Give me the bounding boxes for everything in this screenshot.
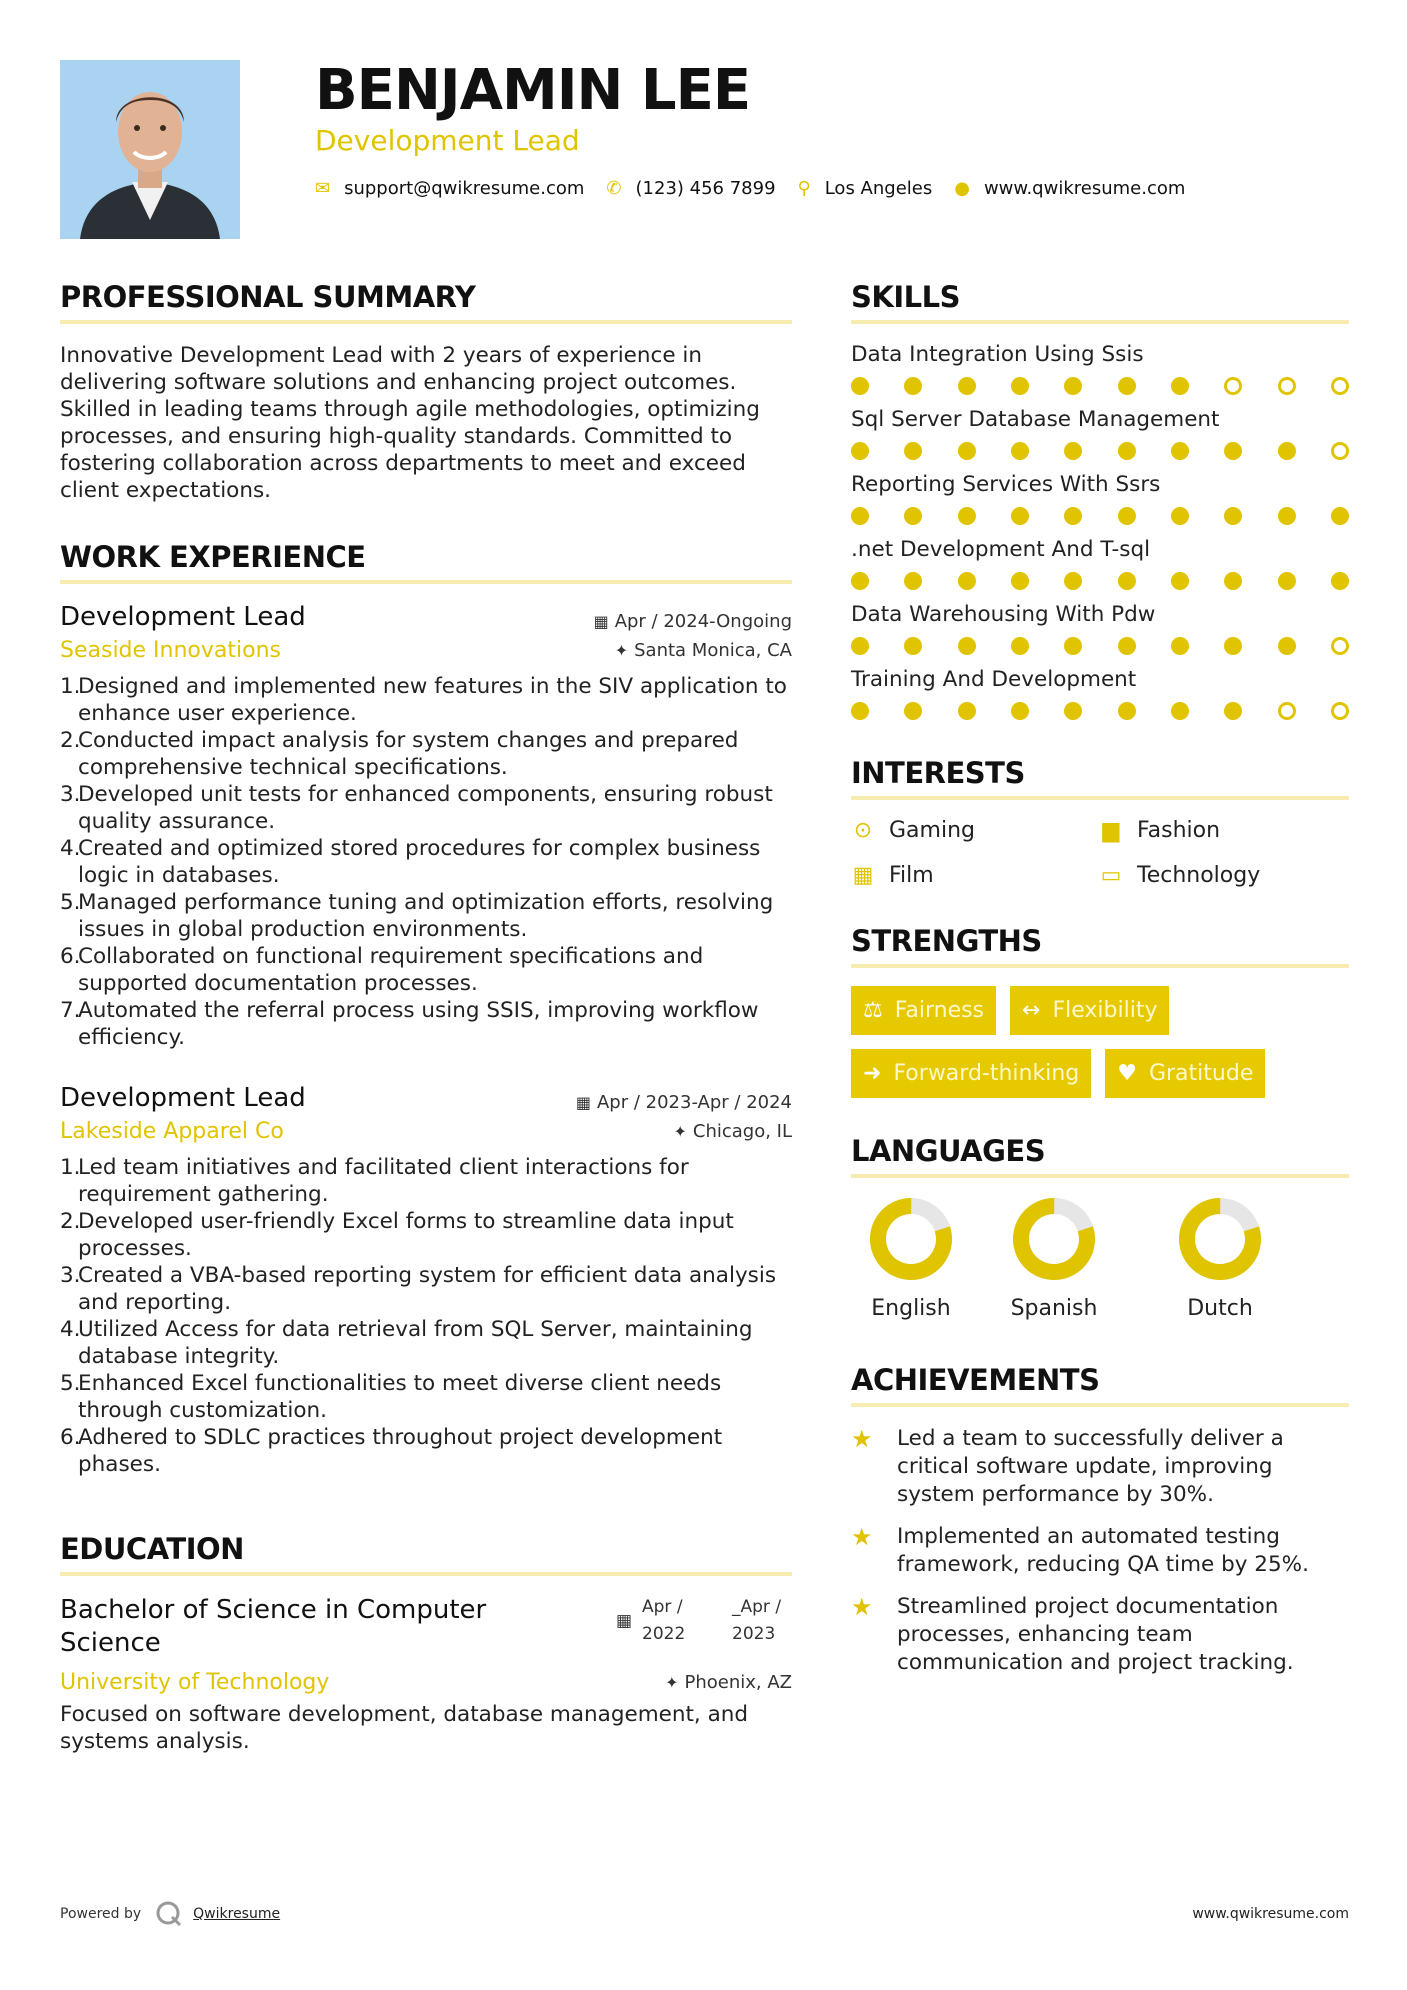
rating-dot-filled xyxy=(1011,637,1029,655)
rating-dot-filled xyxy=(1011,507,1029,525)
contact-bar xyxy=(315,178,1207,199)
skill-rating xyxy=(851,637,1349,655)
rating-dot-filled xyxy=(1064,377,1082,395)
achievement-item xyxy=(851,1523,1349,1579)
skill-name: Reporting Services With Ssrs xyxy=(851,472,1161,497)
bullet-text: Developed unit tests for enhanced components, ensuring robust quality assurance. xyxy=(78,782,773,834)
rating-dot-filled xyxy=(851,702,869,720)
skill-name: Training And Development xyxy=(851,667,1137,692)
education-dates xyxy=(616,1594,792,1648)
email-text: support@qwikresume.com xyxy=(344,178,585,199)
achievements-list xyxy=(851,1425,1349,1677)
skill-rating xyxy=(851,377,1349,395)
arrow-right-icon: ➜ xyxy=(863,1061,882,1086)
list-item: 1. Led team initiatives and facilitated client interactions for requirement gathering. xyxy=(60,1154,792,1208)
pin-icon: ✦ xyxy=(665,1673,679,1692)
language-donut xyxy=(868,1196,954,1282)
phone-text: (123) 456 7899 xyxy=(635,178,776,199)
rating-dot-filled xyxy=(904,637,922,655)
star-icon: ★ xyxy=(851,1593,873,1621)
experience-heading: WORK EXPERIENCE xyxy=(60,540,792,584)
strength-label: Gratitude xyxy=(1148,1061,1254,1086)
language-item xyxy=(851,1196,971,1321)
rating-dot-filled xyxy=(1064,507,1082,525)
left-column xyxy=(60,280,792,1755)
achievement-item xyxy=(851,1425,1349,1509)
skill-item xyxy=(851,537,1349,590)
calendar-icon: ▦ xyxy=(575,1093,591,1112)
interest-item xyxy=(851,863,1099,888)
skills-heading: SKILLS xyxy=(851,280,1349,324)
strengths-heading: STRENGTHS xyxy=(851,924,1349,968)
rating-dot-filled xyxy=(1011,377,1029,395)
skills-list xyxy=(851,342,1349,720)
languages-list xyxy=(851,1196,1349,1321)
list-item: 3. Created a VBA-based reporting system for efficient data analysis and reporting. xyxy=(60,1262,792,1316)
rating-dot-filled xyxy=(958,377,976,395)
interest-item xyxy=(851,818,1099,843)
school-name: University of Technology xyxy=(60,1670,330,1695)
languages-heading: LANGUAGES xyxy=(851,1134,1349,1178)
pin-icon: ✦ xyxy=(614,641,629,660)
skill-name: Data Warehousing With Pdw xyxy=(851,602,1156,627)
rating-dot-filled xyxy=(904,442,922,460)
rating-dot-filled xyxy=(1118,702,1136,720)
list-item: 7. Automated the referral process using SSIS, improving workflow efficiency. xyxy=(60,997,792,1051)
rating-dot-filled xyxy=(1171,442,1189,460)
skill-item xyxy=(851,667,1349,720)
bullet-text: Automated the referral process using SSIS, improving workflow efficiency. xyxy=(78,998,759,1050)
list-item: 2. Developed user-friendly Excel forms to streamline data input processes. xyxy=(60,1208,792,1262)
degree-title: Bachelor of Science in Computer Science xyxy=(60,1595,487,1658)
list-item: 6. Adhered to SDLC practices throughout project development phases. xyxy=(60,1424,792,1478)
rating-dot-filled xyxy=(1118,442,1136,460)
company-name: Seaside Innovations xyxy=(60,638,281,663)
rating-dot-filled xyxy=(1064,637,1082,655)
interests-grid xyxy=(851,818,1349,888)
strength-tag xyxy=(1010,986,1169,1035)
contact-website[interactable] xyxy=(954,178,1185,199)
rating-dot-filled xyxy=(1171,377,1189,395)
powered-by-text: Powered by xyxy=(60,1906,142,1922)
list-item: 1. Designed and implemented new features in the SIV application to enhance user experience. xyxy=(60,673,792,727)
list-item: 5. Enhanced Excel functionalities to meet diverse client needs through customization. xyxy=(60,1370,792,1424)
language-item xyxy=(971,1196,1137,1321)
interest-label: Technology xyxy=(1137,863,1261,888)
envelope-icon: ✉ xyxy=(315,178,331,199)
pin-icon: ✦ xyxy=(673,1122,687,1141)
rating-dot-filled xyxy=(1278,572,1296,590)
laptop-icon: ▭ xyxy=(1100,863,1122,888)
strength-tag xyxy=(851,1049,1091,1098)
brand-link[interactable]: Qwikresume xyxy=(193,1906,281,1922)
bullet-text: Enhanced Excel functionalities to meet diverse client needs through customization. xyxy=(78,1371,722,1423)
bullet-text: Led team initiatives and facilitated client interactions for requirement gathering. xyxy=(78,1155,689,1207)
bullet-text: Developed user-friendly Excel forms to streamline data input processes. xyxy=(78,1209,734,1261)
job-date xyxy=(594,611,792,632)
rating-dot-filled xyxy=(1118,377,1136,395)
skill-item xyxy=(851,342,1349,395)
film-icon: ▦ xyxy=(852,863,874,888)
rating-dot-filled xyxy=(1224,507,1242,525)
interest-label: Fashion xyxy=(1137,818,1221,843)
rating-dot-filled xyxy=(958,702,976,720)
interest-label: Film xyxy=(889,863,934,888)
rating-dot-filled xyxy=(1278,507,1296,525)
achievements-heading: ACHIEVEMENTS xyxy=(851,1363,1349,1407)
bullet-text: Created and optimized stored procedures for complex business logic in databases. xyxy=(78,836,761,888)
footer-website[interactable]: www.qwikresume.com xyxy=(1192,1906,1349,1922)
donut-fill xyxy=(1178,1197,1261,1280)
job-date-text: Apr / 2023-Apr / 2024 xyxy=(596,1092,792,1113)
rating-dot-empty xyxy=(1278,377,1296,395)
list-item: 6. Collaborated on functional requirement specifications and supported documentation processes. xyxy=(60,943,792,997)
heart-icon: ♥ xyxy=(1117,1061,1137,1086)
skill-item xyxy=(851,602,1349,655)
right-column xyxy=(851,280,1349,1691)
skill-rating xyxy=(851,507,1349,525)
bullet-text: Conducted impact analysis for system changes and prepared comprehensive technical specifications. xyxy=(78,728,739,780)
star-icon: ★ xyxy=(851,1425,873,1453)
rating-dot-filled xyxy=(851,572,869,590)
language-item xyxy=(1137,1196,1303,1321)
rating-dot-filled xyxy=(1118,637,1136,655)
rating-dot-filled xyxy=(851,507,869,525)
skill-name: Data Integration Using Ssis xyxy=(851,342,1144,367)
strength-tag xyxy=(851,986,996,1035)
language-name: Dutch xyxy=(1187,1296,1253,1321)
achievement-text: Streamlined project documentation processes, enhancing team communication and project tracking. xyxy=(897,1594,1294,1675)
balance-scale-icon: ⚖ xyxy=(863,998,883,1023)
rating-dot-filled xyxy=(1331,572,1349,590)
rating-dot-empty xyxy=(1331,442,1349,460)
interest-item xyxy=(1099,818,1347,843)
job-location-text: Chicago, IL xyxy=(692,1121,792,1142)
education-description: Focused on software development, database management, and systems analysis. xyxy=(60,1702,749,1754)
rating-dot-filled xyxy=(1224,442,1242,460)
rating-dot-empty xyxy=(1224,377,1242,395)
list-item: 4. Utilized Access for data retrieval from SQL Server, maintaining database integrity. xyxy=(60,1316,792,1370)
summary-heading: PROFESSIONAL SUMMARY xyxy=(60,280,792,324)
summary-text: Innovative Development Lead with 2 years of experience in delivering software solutions and enhancing project outcomes. Skilled in leading teams through agile methodologies, optimizing processes, and ensuring high-quality standards. Committed to fostering collaboration across departments to meet and exceed client expectations. xyxy=(60,343,760,503)
rating-dot-filled xyxy=(1278,637,1296,655)
start-month: Apr / xyxy=(642,1597,683,1617)
strengths-tags xyxy=(851,986,1349,1098)
donut-fill xyxy=(869,1197,952,1280)
achievement-text: Led a team to successfully deliver a critical software update, improving system performance by 30%. xyxy=(897,1426,1284,1507)
rating-dot-filled xyxy=(1171,637,1189,655)
rating-dot-filled xyxy=(1011,572,1029,590)
job-entry xyxy=(60,1083,792,1478)
bullet-text: Managed performance tuning and optimization efforts, resolving issues in global production environments. xyxy=(78,890,774,942)
rating-dot-empty xyxy=(1331,637,1349,655)
rating-dot-empty xyxy=(1331,377,1349,395)
rating-dot-empty xyxy=(1278,702,1296,720)
job-title: Development Lead xyxy=(60,1083,306,1113)
rating-dot-filled xyxy=(1064,442,1082,460)
end-month: _Apr / xyxy=(732,1597,782,1617)
language-donut xyxy=(1177,1196,1263,1282)
strength-tag xyxy=(1105,1049,1265,1098)
end-year: 2023 xyxy=(732,1624,776,1644)
skill-rating xyxy=(851,702,1349,720)
skill-name: .net Development And T-sql xyxy=(851,537,1151,562)
star-icon: ★ xyxy=(851,1523,873,1551)
contact-phone[interactable] xyxy=(606,178,775,199)
rating-dot-filled xyxy=(1331,507,1349,525)
job-location xyxy=(615,640,792,661)
bullet-text: Collaborated on functional requirement specifications and supported documentation processes. xyxy=(78,944,704,996)
rating-dot-filled xyxy=(958,507,976,525)
strength-label: Forward-thinking xyxy=(893,1061,1080,1086)
contact-email[interactable] xyxy=(315,178,584,199)
rating-dot-filled xyxy=(851,442,869,460)
qwikresume-logo-icon xyxy=(155,1900,183,1928)
interest-label: Gaming xyxy=(889,818,975,843)
rating-dot-filled xyxy=(958,442,976,460)
start-year: 2022 xyxy=(642,1624,686,1644)
job-date-text: Apr / 2024-Ongoing xyxy=(614,611,792,632)
education-heading: EDUCATION xyxy=(60,1532,792,1576)
candidate-name: BENJAMIN LEE xyxy=(315,58,751,123)
rating-dot-filled xyxy=(958,572,976,590)
arrows-horizontal-icon: ↔ xyxy=(1022,998,1041,1023)
rating-dot-filled xyxy=(958,637,976,655)
interest-item xyxy=(1099,863,1347,888)
contact-location xyxy=(798,178,933,199)
list-item: 2. Conducted impact analysis for system changes and prepared comprehensive technical specifications. xyxy=(60,727,792,781)
rating-dot-filled xyxy=(1011,702,1029,720)
rating-dot-filled xyxy=(904,507,922,525)
job-location xyxy=(673,1121,792,1142)
rating-dot-filled xyxy=(851,377,869,395)
rating-dot-filled xyxy=(1224,702,1242,720)
rating-dot-filled xyxy=(1171,507,1189,525)
school-location xyxy=(665,1672,792,1693)
rating-dot-empty xyxy=(1331,702,1349,720)
rating-dot-filled xyxy=(904,377,922,395)
map-pin-icon: ⚲ xyxy=(797,178,811,199)
gamepad-icon: ⊙ xyxy=(853,818,873,843)
job-bullets xyxy=(60,673,792,1051)
phone-icon: ✆ xyxy=(606,178,622,199)
candidate-title: Development Lead xyxy=(315,124,580,157)
rating-dot-filled xyxy=(1064,572,1082,590)
donut-fill xyxy=(1012,1197,1095,1280)
bullet-text: Utilized Access for data retrieval from SQL Server, maintaining database integrity. xyxy=(78,1317,753,1369)
list-item: 5. Managed performance tuning and optimization efforts, resolving issues in global production environments. xyxy=(60,889,792,943)
rating-dot-filled xyxy=(1171,572,1189,590)
school-location-text: Phoenix, AZ xyxy=(684,1672,792,1693)
job-title: Development Lead xyxy=(60,602,306,632)
bullet-text: Created a VBA-based reporting system for efficient data analysis and reporting. xyxy=(78,1263,777,1315)
skill-rating xyxy=(851,442,1349,460)
company-name: Lakeside Apparel Co xyxy=(60,1119,284,1144)
bullet-text: Adhered to SDLC practices throughout project development phases. xyxy=(78,1425,723,1477)
footer-powered-by xyxy=(60,1900,280,1928)
calendar-icon: ▦ xyxy=(615,1611,632,1631)
language-donut xyxy=(1011,1196,1097,1282)
job-entry xyxy=(60,602,792,1051)
list-item: 4. Created and optimized stored procedures for complex business logic in databases. xyxy=(60,835,792,889)
language-name: Spanish xyxy=(1010,1296,1098,1321)
strength-label: Flexibility xyxy=(1052,998,1158,1023)
strength-label: Fairness xyxy=(894,998,985,1023)
rating-dot-filled xyxy=(1278,442,1296,460)
rating-dot-filled xyxy=(1011,442,1029,460)
rating-dot-filled xyxy=(1171,702,1189,720)
rating-dot-filled xyxy=(851,637,869,655)
shopping-bag-icon: ▆ xyxy=(1102,818,1120,843)
achievement-item xyxy=(851,1593,1349,1677)
rating-dot-filled xyxy=(1224,572,1242,590)
achievement-text: Implemented an automated testing framework, reducing QA time by 25%. xyxy=(897,1524,1309,1577)
rating-dot-filled xyxy=(1118,572,1136,590)
job-location-text: Santa Monica, CA xyxy=(634,640,792,661)
globe-icon: ● xyxy=(954,178,970,199)
rating-dot-filled xyxy=(1224,637,1242,655)
calendar-icon: ▦ xyxy=(593,612,609,631)
skill-item xyxy=(851,407,1349,460)
person-portrait-icon xyxy=(60,60,240,239)
skill-item xyxy=(851,472,1349,525)
rating-dot-filled xyxy=(1064,702,1082,720)
skill-name: Sql Server Database Management xyxy=(851,407,1220,432)
rating-dot-filled xyxy=(904,702,922,720)
rating-dot-filled xyxy=(904,572,922,590)
education-start xyxy=(642,1594,732,1648)
list-item: 3. Developed unit tests for enhanced components, ensuring robust quality assurance. xyxy=(60,781,792,835)
location-text: Los Angeles xyxy=(824,178,933,199)
profile-photo xyxy=(60,60,240,239)
interests-heading: INTERESTS xyxy=(851,756,1349,800)
education-end xyxy=(732,1594,792,1648)
bullet-text: Designed and implemented new features in the SIV application to enhance user experience. xyxy=(78,674,787,726)
job-date xyxy=(576,1092,792,1113)
skill-rating xyxy=(851,572,1349,590)
job-bullets xyxy=(60,1154,792,1478)
language-name: English xyxy=(871,1296,951,1321)
rating-dot-filled xyxy=(1118,507,1136,525)
website-text: www.qwikresume.com xyxy=(983,178,1186,199)
